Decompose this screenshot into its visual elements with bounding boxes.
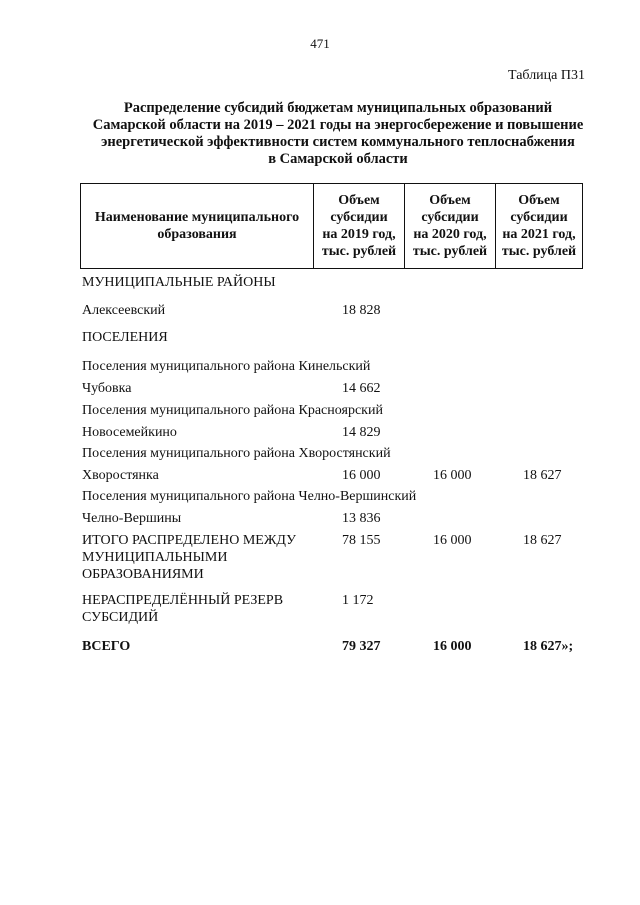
row-name: Новосемейкино (82, 425, 177, 440)
header-line: образования (157, 227, 237, 242)
row-name: Поселения муниципального района Кинельский (82, 359, 371, 374)
value-2021: 18 627 (523, 468, 562, 483)
column-header-2021 (496, 184, 583, 269)
row-name: Поселения муниципального района Хворостянский (82, 446, 391, 461)
value-2019: 78 155 (342, 533, 381, 548)
row-name: МУНИЦИПАЛЬНЫЕ РАЙОНЫ (82, 275, 276, 290)
value-2020: 16 000 (433, 533, 472, 548)
header-line: на 2021 год, (502, 227, 576, 242)
page-number: 471 (310, 36, 330, 51)
header-line: тыс. рублей (321, 244, 397, 259)
header-line: Объем (338, 193, 380, 208)
value-2019: 16 000 (342, 468, 381, 483)
header-line: на 2020 год, (413, 227, 487, 242)
value-2019: 18 828 (342, 303, 381, 318)
header-line: тыс. рублей (412, 244, 488, 259)
value-2021: 18 627»; (523, 639, 574, 654)
row-name: Алексеевский (82, 303, 166, 318)
row-name: НЕРАСПРЕДЕЛЁННЫЙ РЕЗЕРВ СУБСИДИЙ (82, 593, 284, 625)
header-line: Объем (429, 193, 471, 208)
row-name: Поселения муниципального района Красноярский (82, 403, 383, 418)
value-2020: 16 000 (433, 468, 472, 483)
header-line: субсидии (510, 210, 568, 225)
title-line: в Самарской области (268, 151, 408, 167)
value-2019: 79 327 (342, 639, 381, 654)
document-title (78, 100, 598, 168)
column-header-2019 (314, 184, 405, 269)
row-name: Челно-Вершины (82, 511, 182, 526)
header-line: Объем (518, 193, 560, 208)
row-name: ВСЕГО (82, 639, 131, 654)
column-header-name (81, 184, 314, 269)
value-2020: 16 000 (433, 639, 472, 654)
value-2021: 18 627 (523, 533, 562, 548)
row-name: ПОСЕЛЕНИЯ (82, 330, 168, 345)
value-2019: 13 836 (342, 511, 381, 526)
header-line: на 2019 год, (322, 227, 396, 242)
header-line: субсидии (421, 210, 479, 225)
row-name: ИТОГО РАСПРЕДЕЛЕНО МЕЖДУ МУНИЦИПАЛЬНЫМИ ОБРАЗОВАНИЯМИ (82, 533, 296, 582)
column-header-2020 (405, 184, 496, 269)
header-line: тыс. рублей (501, 244, 577, 259)
table-header (80, 183, 583, 269)
header-line: субсидии (330, 210, 388, 225)
value-2019: 14 662 (342, 381, 381, 396)
row-name: Поселения муниципального района Челно-Вершинский (82, 489, 417, 504)
row-name: Хворостянка (82, 468, 159, 483)
value-2019: 14 829 (342, 425, 381, 440)
value-2019: 1 172 (342, 593, 374, 608)
title-line: энергетической эффективности систем коммунального теплоснабжения (101, 134, 575, 150)
row-name: Чубовка (82, 381, 132, 396)
table-label: Таблица П31 (508, 68, 585, 83)
title-line: Распределение субсидий бюджетам муниципальных образований (123, 100, 553, 116)
title-line: Самарской области на 2019 – 2021 годы на энергосбережение и повышение (92, 117, 584, 133)
header-line: Наименование муниципального (94, 210, 300, 225)
